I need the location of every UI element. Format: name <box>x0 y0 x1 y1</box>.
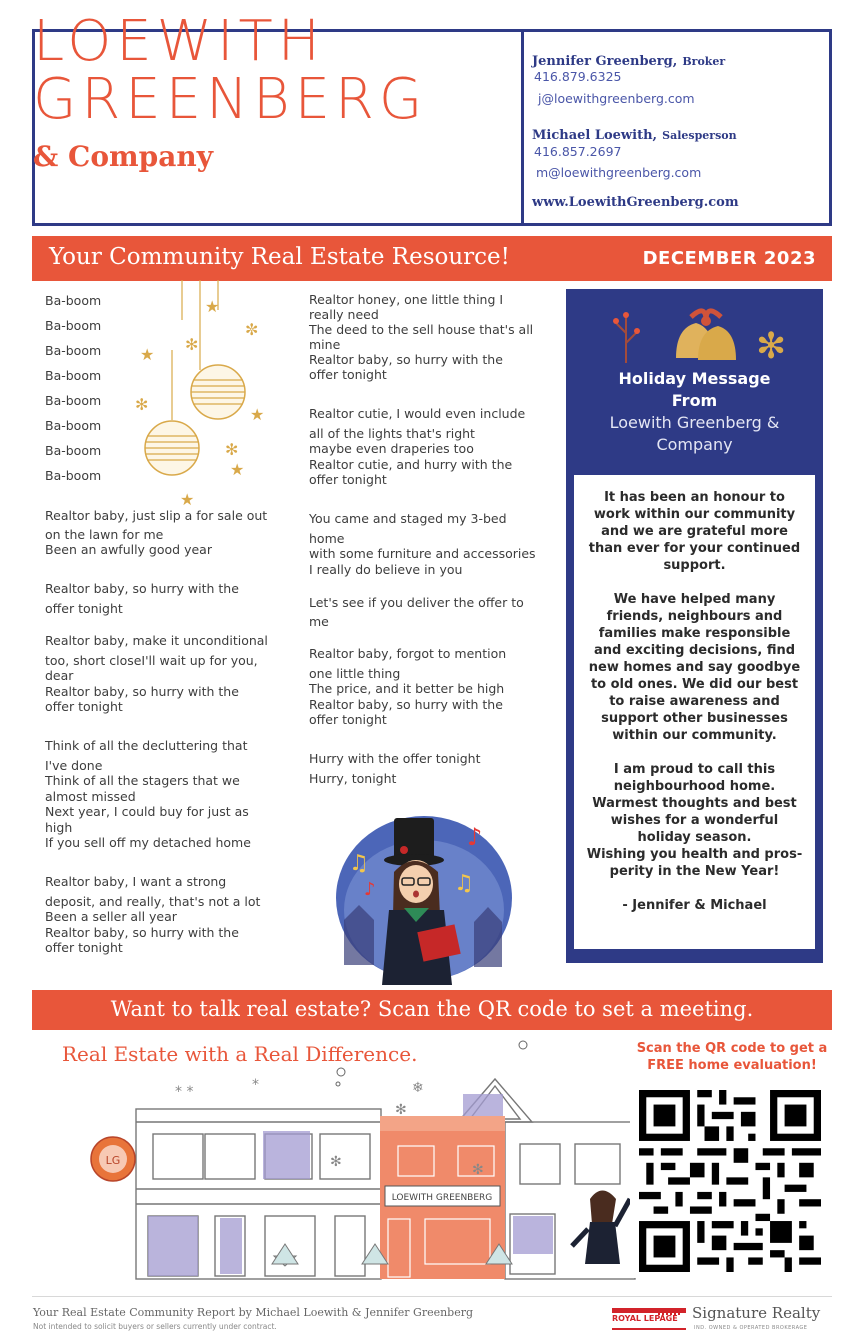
lyric-line: offer tonight <box>309 712 387 727</box>
message-line: than ever for your continued <box>588 541 801 556</box>
brand-name-line1: LOEWITH <box>33 9 325 74</box>
svg-text:♫: ♫ <box>454 871 474 896</box>
holiday-message-body <box>574 475 815 949</box>
lyric-line: If you sell off my detached home <box>45 835 251 850</box>
contact-name: Michael Loewith, <box>532 128 658 143</box>
lyric-line: I really do believe in you <box>309 562 463 577</box>
lyric-line: Think of all the stagers that we <box>45 773 240 788</box>
lyric-line: Next year, I could buy for just as <box>45 804 249 819</box>
lyric-line: Been an awfully good year <box>45 542 212 557</box>
svg-text:★: ★ <box>205 297 220 316</box>
qr-caption-line1: Scan the QR code to get a <box>636 1041 828 1056</box>
lyric-line: Ba-boom <box>45 443 102 458</box>
svg-text:★: ★ <box>250 405 265 424</box>
lyric-line: maybe even draperies too <box>309 441 474 456</box>
contact-jennifer-name <box>532 50 725 69</box>
masthead-divider <box>521 32 524 223</box>
royal-lepage-text: ROYAL LEPAGE <box>612 1314 678 1323</box>
lyric-line: deposit, and really, that's not a lot <box>45 894 261 909</box>
lg-badge-text: LG <box>105 1154 121 1167</box>
tagline: Real Estate with a Real Difference. <box>62 1042 418 1066</box>
holiday-title-line2: From <box>671 391 718 410</box>
message-line: support other businesses <box>601 711 788 726</box>
lyric-line: offer tonight <box>45 940 123 955</box>
lyric-line: Realtor baby, just slip a for sale out <box>45 508 268 523</box>
lyric-line: Ba-boom <box>45 393 102 408</box>
contact-jennifer-email[interactable]: j@loewithgreenberg.com <box>538 91 695 106</box>
message-line: I am proud to call this <box>613 762 776 777</box>
holiday-from-line1: Loewith Greenberg & <box>609 413 780 432</box>
message-line: to old ones. We did our best <box>590 677 799 692</box>
svg-text:✻: ✻ <box>225 440 239 459</box>
lyric-line: on the lawn for me <box>45 527 164 542</box>
lyric-line: really need <box>309 307 379 322</box>
message-line: families make responsible <box>598 626 791 641</box>
bells-icon <box>676 311 736 360</box>
lyric-line: Realtor baby, forgot to mention <box>309 646 507 661</box>
berry-branch-icon <box>616 317 636 363</box>
lyric-line: me <box>309 614 329 629</box>
storefront-sign: LOEWITH GREENBERG <box>391 1193 493 1203</box>
svg-text:✻: ✻ <box>185 335 199 354</box>
footer-divider <box>32 1296 832 1297</box>
brand-name-line3: & Company <box>33 140 213 173</box>
lyric-line: You came and staged my 3-bed <box>309 511 507 526</box>
qr-code-panel[interactable] <box>630 1082 830 1278</box>
banner-title: Your Community Real Estate Resource! <box>49 244 510 270</box>
svg-text:★: ★ <box>140 345 155 364</box>
message-line: wishes for a wonderful <box>610 813 779 828</box>
lyric-line: mine <box>309 337 341 352</box>
message-line: to raise awareness and <box>609 694 780 709</box>
qr-caption <box>632 1040 832 1074</box>
lyric-line: offer tonight <box>309 472 387 487</box>
lyric-line: The price, and it better be high <box>309 681 505 696</box>
lyric-line: home <box>309 531 345 546</box>
message-line: holiday season. <box>637 830 752 845</box>
svg-text:✻: ✻ <box>395 1102 407 1118</box>
message-line: Warmest thoughts and best <box>592 796 797 811</box>
lyric-line: I've done <box>45 758 103 773</box>
issue-date: DECEMBER 2023 <box>642 248 816 269</box>
lyric-line: Realtor baby, so hurry with the <box>45 684 239 699</box>
message-line: Wishing you health and pros- <box>586 847 803 862</box>
message-line: It has been an honour to <box>604 490 785 505</box>
brand-name-line2: GREENBERG <box>33 67 428 132</box>
lyrics-column-2 <box>309 292 564 792</box>
lyrics-column-1 <box>45 293 295 973</box>
lyric-line: Realtor baby, so hurry with the <box>309 352 503 367</box>
caroler-illustration <box>334 810 514 985</box>
message-line: friends, neighbours and <box>606 609 783 624</box>
contact-name: Jennifer Greenberg, <box>532 54 678 69</box>
contact-jennifer-phone[interactable]: 416.879.6325 <box>534 69 622 84</box>
brokerage-subtitle: IND. OWNED & OPERATED BROKERAGE <box>694 1325 808 1331</box>
svg-text:♪: ♪ <box>364 879 376 900</box>
figure-illustration <box>572 1191 630 1265</box>
lyric-line: Realtor baby, so hurry with the <box>45 581 239 596</box>
svg-text:* *: * * <box>175 1084 194 1100</box>
qr-code-icon[interactable] <box>639 1090 821 1272</box>
lyric-line: Realtor baby, so hurry with the <box>309 697 503 712</box>
lyric-line: offer tonight <box>309 367 387 382</box>
lyric-line: Been a seller all year <box>45 909 177 924</box>
message-line: neighbourhood home. <box>613 779 776 794</box>
qr-caption-line2: FREE home evaluation! <box>647 1058 817 1073</box>
svg-text:❄: ❄ <box>412 1080 424 1096</box>
lyric-line: offer tonight <box>45 699 123 714</box>
lyric-line: Realtor cutie, I would even include <box>309 406 526 421</box>
message-line: new homes and say goodbye <box>588 660 801 675</box>
lyric-line: Ba-boom <box>45 468 102 483</box>
lyric-line: Hurry with the offer tonight <box>309 751 481 766</box>
lyric-line: Ba-boom <box>45 343 102 358</box>
lyric-line: with some furniture and accessories <box>309 546 536 561</box>
holiday-title-line1: Holiday Message <box>618 369 771 388</box>
lyric-line: Hurry, tonight <box>309 771 397 786</box>
svg-text:✼: ✼ <box>245 320 259 339</box>
message-line: and we are grateful more <box>601 524 788 539</box>
svg-text:✻: ✻ <box>472 1162 484 1178</box>
contact-role: Salesperson <box>662 129 737 142</box>
lyric-line: Ba-boom <box>45 418 102 433</box>
holiday-from-line2: Company <box>656 435 733 454</box>
contact-michael-phone[interactable]: 416.857.2697 <box>534 144 622 159</box>
svg-text:♪: ♪ <box>467 823 483 851</box>
footer-credit: Your Real Estate Community Report by Michael Loewith & Jennifer Greenberg <box>33 1306 474 1319</box>
svg-text:✻: ✻ <box>135 395 149 414</box>
top-hat-icon <box>394 818 434 860</box>
lyric-line: offer tonight <box>45 601 123 616</box>
website-link[interactable]: www.LoewithGreenberg.com <box>532 195 739 210</box>
lyric-line: Realtor honey, one little thing I <box>309 292 504 307</box>
footer-disclaimer: Not intended to solicit buyers or sellers currently under contract. <box>33 1322 277 1331</box>
lyric-line: one little thing <box>309 666 401 681</box>
message-line: within our community. <box>612 728 777 743</box>
lyric-line: Ba-boom <box>45 318 102 333</box>
message-line: work within our community <box>593 507 796 522</box>
svg-text:★: ★ <box>180 490 195 509</box>
lyric-line: all of the lights that's right <box>309 426 475 441</box>
svg-text:*: * <box>252 1077 259 1093</box>
svg-text:★: ★ <box>230 460 245 479</box>
title-banner <box>32 236 832 281</box>
cta-banner <box>32 990 832 1030</box>
lyric-line: Let's see if you deliver the offer to <box>309 595 524 610</box>
contact-michael-email[interactable]: m@loewithgreenberg.com <box>536 165 702 180</box>
message-signature: - Jennifer & Michael <box>622 898 767 913</box>
message-line: perity in the New Year! <box>609 864 780 879</box>
contact-role: Broker <box>682 55 726 68</box>
cta-text: Want to talk real estate? Scan the QR code to set a meeting. <box>110 997 754 1021</box>
lyric-line: Realtor baby, so hurry with the <box>45 925 239 940</box>
lyric-line: Realtor cutie, and hurry with the <box>309 457 513 472</box>
svg-text:♫: ♫ <box>349 851 369 876</box>
lyric-line: high <box>45 820 73 835</box>
message-line: We have helped many <box>613 592 776 607</box>
lyric-line: dear <box>45 668 74 683</box>
holiday-message-panel <box>566 289 823 963</box>
snowflake-icon: ✻ <box>756 326 786 367</box>
svg-text:✻: ✻ <box>330 1154 342 1170</box>
lyric-line: Think of all the decluttering that <box>45 738 248 753</box>
lyric-line: too, short closeI'll wait up for you, <box>45 653 258 668</box>
lyric-line: Ba-boom <box>45 293 102 308</box>
message-line: and exciting decisions, find <box>593 643 796 658</box>
lyric-line: The deed to the sell house that's all <box>309 322 534 337</box>
brokerage-name: Signature Realty <box>692 1304 821 1322</box>
lyric-line: Realtor baby, I want a strong <box>45 874 227 889</box>
lyric-line: Realtor baby, make it unconditional <box>45 633 268 648</box>
lyric-line: almost missed <box>45 789 136 804</box>
lyric-line: Ba-boom <box>45 368 102 383</box>
message-line: support. <box>663 558 726 573</box>
contact-michael-name <box>532 124 737 143</box>
holiday-decor <box>606 303 786 373</box>
